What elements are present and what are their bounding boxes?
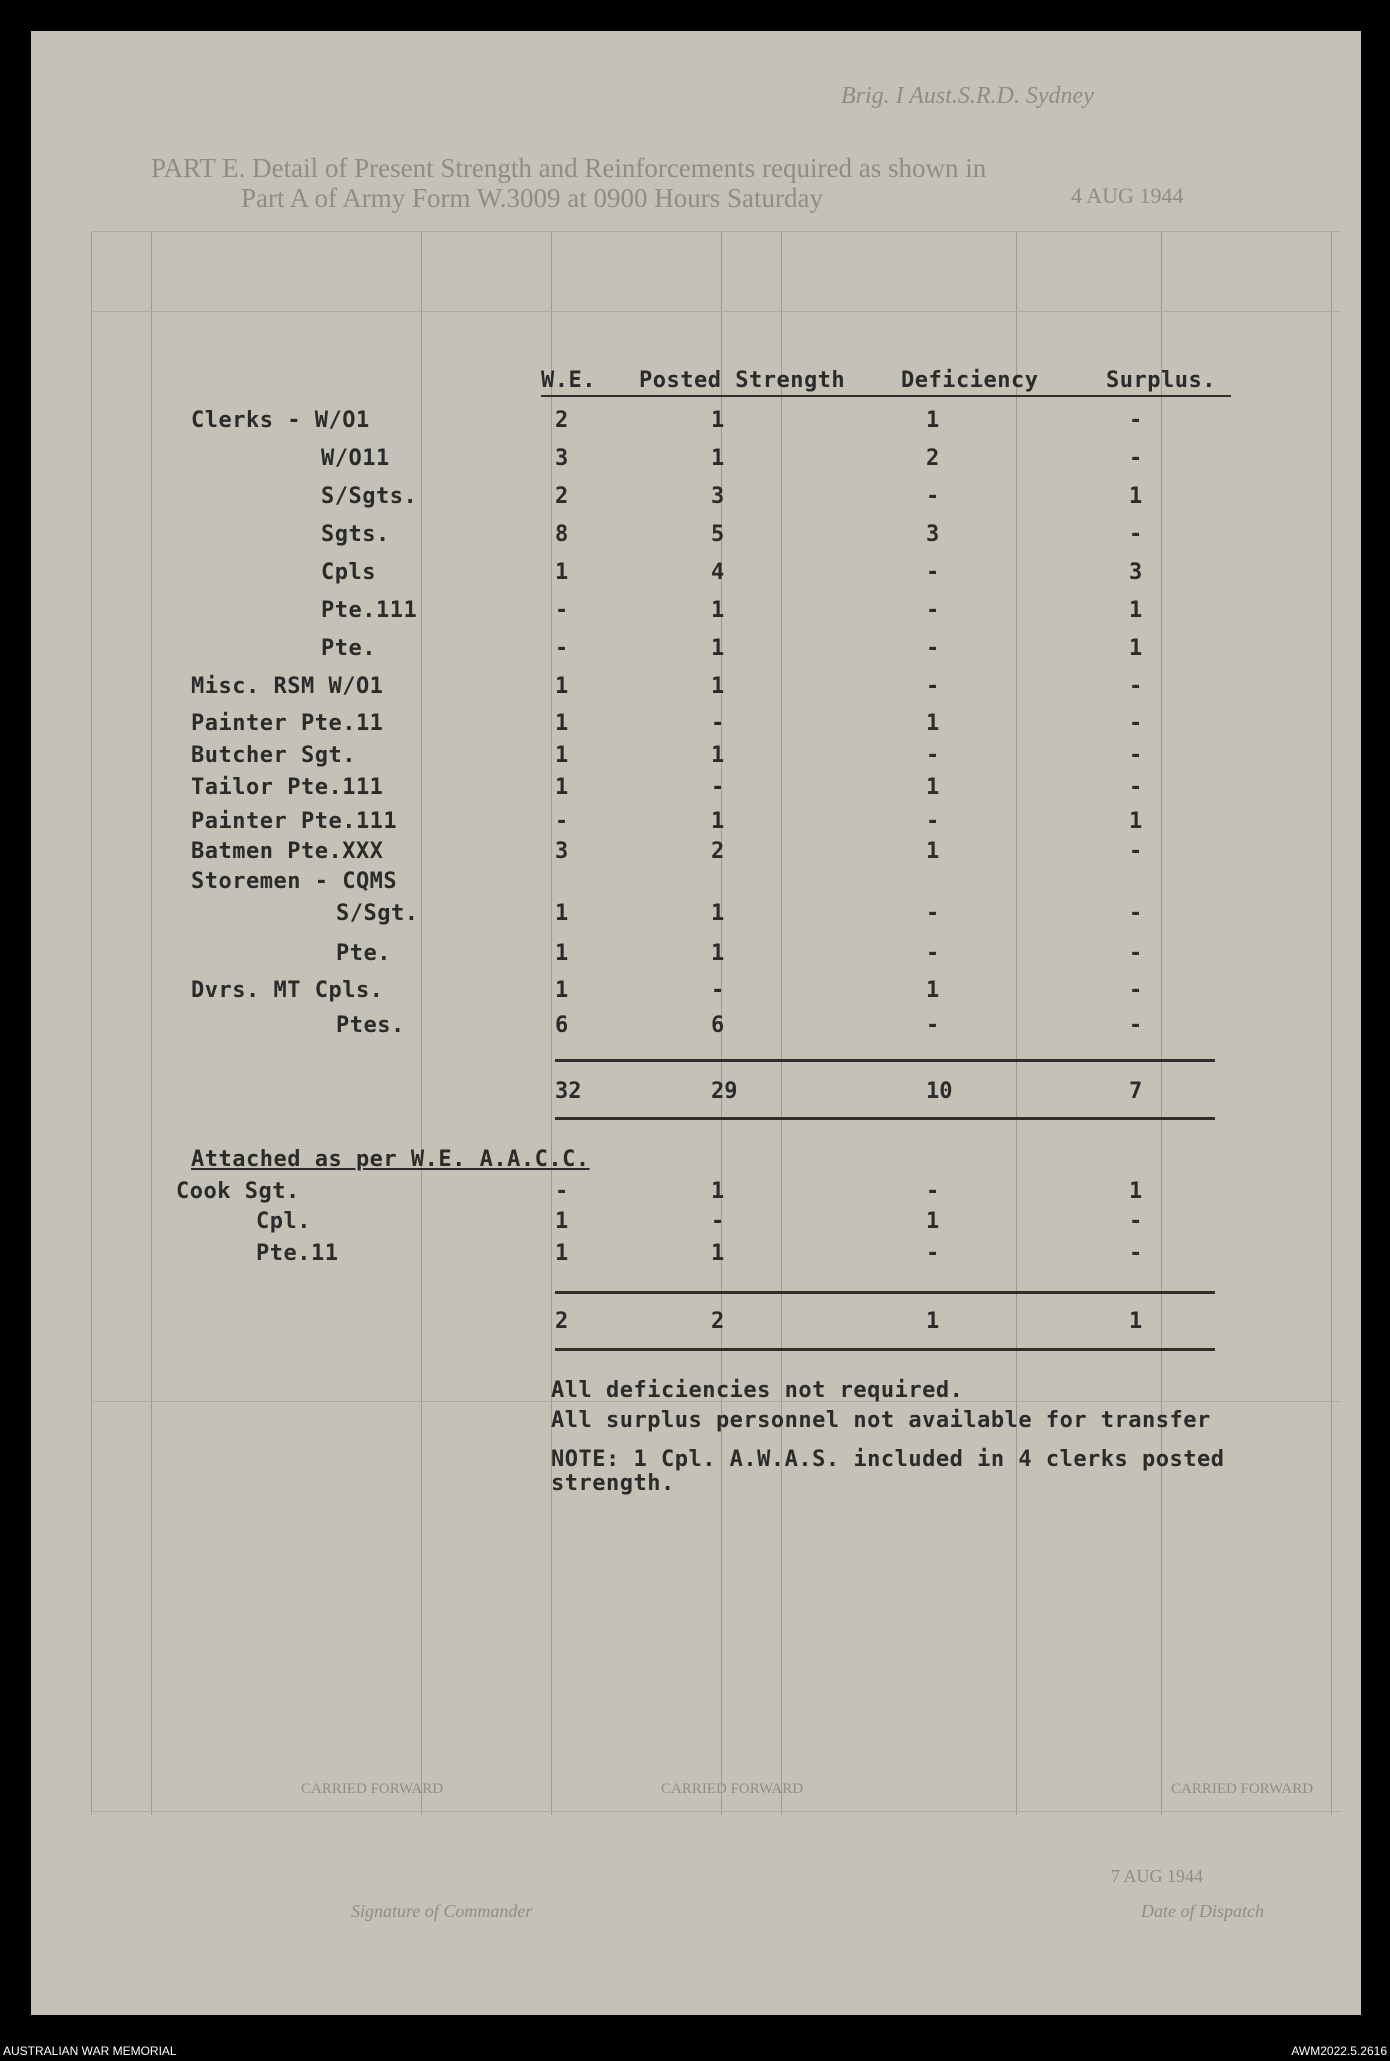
attached-row-we: 1 <box>555 1241 569 1266</box>
form-grid-line <box>781 231 782 1815</box>
row-we: 1 <box>555 901 569 926</box>
attached-subtotal-rule <box>555 1291 1215 1294</box>
row-we: 8 <box>555 522 569 547</box>
row-posted: 1 <box>711 901 725 926</box>
row-sur: - <box>1129 408 1143 433</box>
row-label: Batmen Pte.XXX <box>191 839 384 864</box>
form-grid-line <box>1016 231 1017 1815</box>
row-label: Painter Pte.11 <box>191 711 384 736</box>
row-def: 2 <box>926 446 940 471</box>
row-def: 3 <box>926 522 940 547</box>
note-line-2: All surplus personnel not available for transfer <box>551 1408 1211 1433</box>
form-title-line1: PART E. Detail of Present Strength and Reinforcements required as shown in <box>151 153 987 183</box>
note-line-1: All deficiencies not required. <box>551 1378 964 1403</box>
row-posted: 1 <box>711 809 725 834</box>
row-posted: 3 <box>711 484 725 509</box>
row-sur: 1 <box>1129 484 1143 509</box>
attached-row-sur: - <box>1129 1241 1143 1266</box>
row-def: - <box>926 560 940 585</box>
row-label: Pte. <box>321 636 376 661</box>
header-posted-strength: Posted Strength <box>639 368 846 393</box>
row-posted: 1 <box>711 743 725 768</box>
total-posted: 29 <box>711 1079 738 1104</box>
row-we: 1 <box>555 560 569 585</box>
attached-row-def: - <box>926 1179 940 1204</box>
row-sur: - <box>1129 446 1143 471</box>
row-def: 1 <box>926 408 940 433</box>
row-posted: 1 <box>711 446 725 471</box>
row-posted: 1 <box>711 408 725 433</box>
total-deficiency: 10 <box>926 1079 953 1104</box>
row-we: 2 <box>555 484 569 509</box>
form-title-line2: Part A of Army Form W.3009 at 0900 Hours Saturday <box>241 183 823 213</box>
attached-row-def: 1 <box>926 1209 940 1234</box>
row-posted: 1 <box>711 636 725 661</box>
row-posted: - <box>711 711 725 736</box>
form-grid-line <box>91 231 92 1815</box>
row-label: Sgts. <box>321 522 390 547</box>
subtotal-rule <box>555 1059 1215 1062</box>
row-def: - <box>926 743 940 768</box>
row-sur: - <box>1129 978 1143 1003</box>
row-label: S/Sgt. <box>336 901 419 926</box>
attached-total-we: 2 <box>555 1309 569 1334</box>
note-line-4: strength. <box>551 1471 675 1496</box>
form-grid-line <box>91 231 1341 232</box>
row-def: - <box>926 636 940 661</box>
total-rule <box>555 1117 1215 1120</box>
row-sur: - <box>1129 941 1143 966</box>
row-def: - <box>926 941 940 966</box>
row-label: Storemen - CQMS <box>191 869 398 894</box>
row-sur: 1 <box>1129 598 1143 623</box>
row-def: - <box>926 901 940 926</box>
footer-item-id: AWM2022.5.2616 <box>1291 2044 1387 2058</box>
row-posted: 5 <box>711 522 725 547</box>
attached-total-deficiency: 1 <box>926 1309 940 1334</box>
row-label: Painter Pte.111 <box>191 809 398 834</box>
row-we: 1 <box>555 941 569 966</box>
footer-institution: AUSTRALIAN WAR MEMORIAL <box>3 2044 177 2058</box>
form-header-stamp: Brig. I Aust.S.R.D. Sydney <box>841 83 1094 109</box>
attached-row-label: Cpl. <box>256 1209 311 1234</box>
row-def: - <box>926 484 940 509</box>
attached-row-posted: - <box>711 1209 725 1234</box>
form-signature-label: Signature of Commander <box>351 1901 533 1921</box>
row-sur: 1 <box>1129 636 1143 661</box>
row-label: Misc. RSM W/O1 <box>191 674 384 699</box>
form-grid-line <box>1331 231 1332 1815</box>
attached-heading: Attached as per W.E. A.A.C.C. <box>191 1147 590 1172</box>
attached-row-sur: - <box>1129 1209 1143 1234</box>
attached-row-posted: 1 <box>711 1241 725 1266</box>
row-def: 1 <box>926 711 940 736</box>
attached-row-we: - <box>555 1179 569 1204</box>
row-we: 2 <box>555 408 569 433</box>
attached-total-surplus: 1 <box>1129 1309 1143 1334</box>
row-we: 1 <box>555 711 569 736</box>
form-date-stamp: 7 AUG 1944 <box>1111 1866 1204 1886</box>
row-label: Tailor Pte.111 <box>191 775 384 800</box>
archive-footer <box>0 2042 1390 2061</box>
form-carried-forward-2: CARRIED FORWARD <box>661 1781 804 1797</box>
row-posted: - <box>711 775 725 800</box>
form-grid-line <box>91 311 1341 312</box>
header-surplus: Surplus. <box>1106 368 1216 393</box>
attached-row-label: Cook Sgt. <box>176 1179 300 1204</box>
row-label: S/Sgts. <box>321 484 418 509</box>
row-posted: 2 <box>711 839 725 864</box>
form-carried-forward-1: CARRIED FORWARD <box>301 1781 444 1797</box>
row-def: - <box>926 809 940 834</box>
attached-total-posted: 2 <box>711 1309 725 1334</box>
row-posted: 6 <box>711 1013 725 1038</box>
row-sur: 1 <box>1129 809 1143 834</box>
row-sur: - <box>1129 839 1143 864</box>
row-sur: - <box>1129 522 1143 547</box>
form-title-date: 4 AUG 1944 <box>1071 183 1184 208</box>
form-carried-forward-3: CARRIED FORWARD <box>1171 1781 1314 1797</box>
header-deficiency: Deficiency <box>901 368 1039 393</box>
row-sur: - <box>1129 1013 1143 1038</box>
row-posted: - <box>711 978 725 1003</box>
row-we: - <box>555 636 569 661</box>
row-sur: - <box>1129 674 1143 699</box>
total-we: 32 <box>555 1079 582 1104</box>
row-posted: 1 <box>711 941 725 966</box>
note-line-3: NOTE: 1 Cpl. A.W.A.S. included in 4 clerks posted <box>551 1447 1225 1472</box>
row-def: - <box>926 674 940 699</box>
row-posted: 4 <box>711 560 725 585</box>
attached-row-posted: 1 <box>711 1179 725 1204</box>
row-sur: 3 <box>1129 560 1143 585</box>
row-label: Butcher Sgt. <box>191 743 356 768</box>
row-we: 1 <box>555 978 569 1003</box>
total-surplus: 7 <box>1129 1079 1143 1104</box>
document-page <box>31 31 1361 2015</box>
row-we: 1 <box>555 775 569 800</box>
row-label: Dvrs. MT Cpls. <box>191 978 384 1003</box>
row-sur: - <box>1129 711 1143 736</box>
row-def: 1 <box>926 775 940 800</box>
row-we: 3 <box>555 446 569 471</box>
header-we: W.E. <box>541 368 596 393</box>
row-def: 1 <box>926 839 940 864</box>
form-grid-line <box>151 231 152 1815</box>
row-we: 1 <box>555 743 569 768</box>
row-posted: 1 <box>711 674 725 699</box>
row-label: Pte. <box>336 941 391 966</box>
attached-row-sur: 1 <box>1129 1179 1143 1204</box>
attached-total-rule <box>555 1348 1215 1351</box>
row-posted: 1 <box>711 598 725 623</box>
row-label: Ptes. <box>336 1013 405 1038</box>
form-date-label: Date of Dispatch <box>1141 1901 1264 1921</box>
row-sur: - <box>1129 901 1143 926</box>
row-label: W/O11 <box>321 446 390 471</box>
row-sur: - <box>1129 775 1143 800</box>
row-we: 3 <box>555 839 569 864</box>
form-grid-line <box>91 1811 1341 1812</box>
row-label: Pte.111 <box>321 598 418 623</box>
row-we: - <box>555 809 569 834</box>
row-def: - <box>926 598 940 623</box>
row-sur: - <box>1129 743 1143 768</box>
form-grid-line <box>1161 231 1162 1815</box>
attached-row-we: 1 <box>555 1209 569 1234</box>
attached-row-label: Pte.11 <box>256 1241 339 1266</box>
form-grid-line <box>421 231 422 1815</box>
row-label: Cpls <box>321 560 376 585</box>
header-underline <box>541 395 1231 397</box>
row-we: 1 <box>555 674 569 699</box>
row-we: - <box>555 598 569 623</box>
row-def: - <box>926 1013 940 1038</box>
row-label: Clerks - W/O1 <box>191 408 370 433</box>
attached-row-def: - <box>926 1241 940 1266</box>
row-we: 6 <box>555 1013 569 1038</box>
row-def: 1 <box>926 978 940 1003</box>
form-grid-line <box>551 231 552 1815</box>
